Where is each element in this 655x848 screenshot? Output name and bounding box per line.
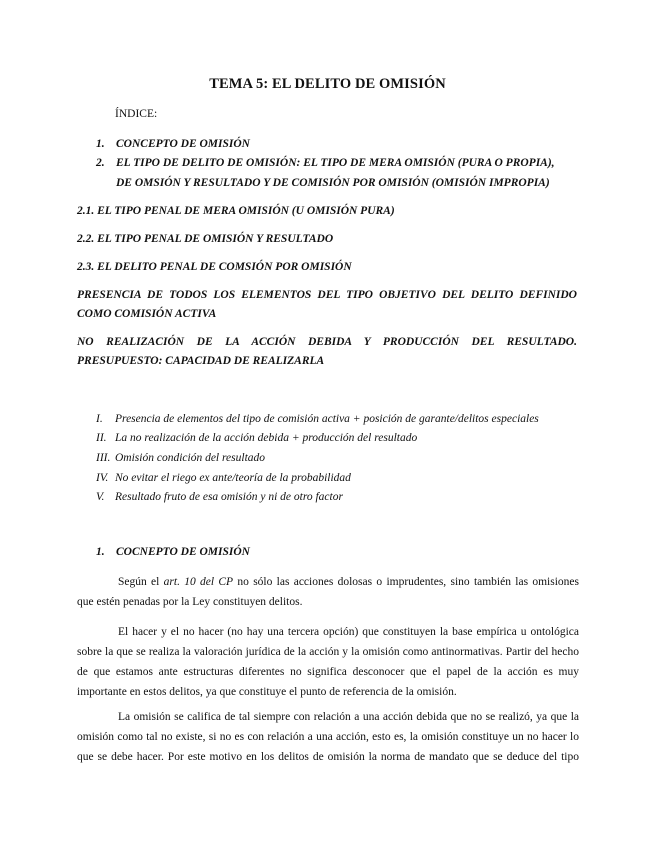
paragraph-1-line-2: que estén penadas por la Ley constituyen delitos. (77, 596, 303, 608)
roman-item-4-text: No evitar el riego ex ante/teoría de la probabilidad (115, 472, 351, 484)
subsection-2-1: 2.1. EL TIPO PENAL DE MERA OMISIÓN (U OMISIÓN PURA) (77, 205, 395, 217)
toc-item-2-line-1: EL TIPO DE DELITO DE OMISIÓN: EL TIPO DE MERA OMISIÓN (PURA O PROPIA), (116, 157, 555, 169)
no-realizacion-line-2: PRESUPUESTO: CAPACIDAD DE REALIZARLA (77, 355, 325, 367)
roman-item-1-number: I. (96, 413, 103, 425)
presencia-line-1: PRESENCIA DE TODOS LOS ELEMENTOS DEL TIPO OBJETIVO DEL DELITO DEFINIDO (77, 289, 577, 301)
article-reference: art. 10 del CP (163, 576, 234, 588)
roman-item-1-text: Presencia de elementos del tipo de comisión activa + posición de garante/delitos especiales (115, 413, 539, 425)
paragraph-3-line-2: omisión como tal no existe, si no es con relación a una acción, esto es, la omisión constituye un no hacer lo (77, 731, 579, 743)
paragraph-2-line-2: sobre la que se realiza la valoración jurídica de la acción y la omisión como antinormativas. Partir del hecho (77, 646, 579, 658)
subsection-2-2: 2.2. EL TIPO PENAL DE OMISIÓN Y RESULTADO (77, 233, 334, 245)
toc-item-2-line-2: DE OMSIÓN Y RESULTADO Y DE COMISIÓN POR OMISIÓN (OMISIÓN IMPROPIA) (116, 177, 550, 189)
paragraph-2-line-3: de que estamos ante estructuras diferentes no significa desconocer que el papel de la acción es muy (77, 666, 579, 678)
paragraph-1-text-a: Según el (118, 576, 160, 588)
presencia-line-2: COMO COMISIÓN ACTIVA (77, 308, 217, 320)
section-1-title: COCNEPTO DE OMISIÓN (116, 546, 250, 558)
roman-item-5-number: V. (96, 491, 105, 503)
paragraph-3-line-3: que se debe hacer. Por este motivo en los delitos de omisión la norma de mandato que se deduce del tipo (77, 751, 579, 763)
roman-item-4-number: IV. (96, 472, 109, 484)
roman-item-3-number: III. (96, 452, 111, 464)
index-label: ÍNDICE: (115, 108, 158, 120)
roman-item-2-number: II. (96, 432, 107, 444)
paragraph-2-line-1: El hacer y el no hacer (no hay una tercera opción) que constituyen la base empírica u ontológica (118, 626, 579, 638)
roman-item-2-text: La no realización de la acción debida + producción del resultado (115, 432, 418, 444)
paragraph-2-line-4: importante en estos delitos, ya que constituye el punto de referencia de la omisión. (77, 686, 457, 698)
toc-item-1-number: 1. (96, 138, 105, 150)
toc-item-1-text: CONCEPTO DE OMISIÓN (116, 138, 250, 150)
roman-item-3-text: Omisión condición del resultado (115, 452, 266, 464)
subsection-2-3: 2.3. EL DELITO PENAL DE COMSIÓN POR OMISIÓN (77, 261, 352, 273)
roman-item-5-text: Resultado fruto de esa omisión y ni de otro factor (115, 491, 343, 503)
page-title: TEMA 5: EL DELITO DE OMISIÓN (209, 76, 446, 92)
section-1-number: 1. (96, 546, 105, 558)
toc-item-2-number: 2. (96, 157, 105, 169)
no-realizacion-line-1: NO REALIZACIÓN DE LA ACCIÓN DEBIDA Y PRODUCCIÓN DEL RESULTADO. (77, 336, 577, 348)
paragraph-1-line-1 (118, 576, 579, 588)
paragraph-3-line-1: La omisión se califica de tal siempre con relación a una acción debida que no se realizó, ya que la (118, 711, 579, 723)
paragraph-1-text-b: no sólo las acciones dolosas o imprudentes, sino también las omisiones (237, 576, 579, 588)
